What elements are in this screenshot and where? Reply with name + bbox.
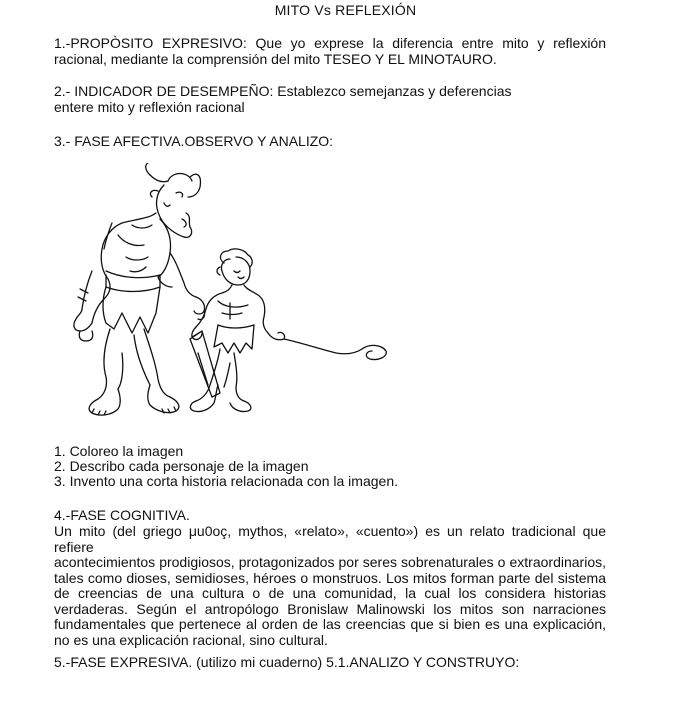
cognitiva-line-1: Un mito (del griego μu0oç, mythos, «relato», «cuento») es un relato tradicional que refiere (54, 523, 606, 555)
document-title: MITO Vs REFLEXIÓN (274, 2, 417, 18)
proposito-line-2: racional, mediante la comprensión del mito TESEO Y EL MINOTAURO. (54, 50, 497, 67)
proposito-paragraph (54, 36, 606, 67)
indicador-line-2: entere mito y reflexión racional (54, 98, 245, 115)
theseus-minotaur-illustration (52, 163, 397, 438)
indicador-line-1: 2.- INDICADOR DE DESEMPEÑO: Establezco semejanzas y deferencias (54, 83, 512, 99)
theseus-figure (190, 249, 386, 412)
task-item-2: 2. Describo cada personaje de la imagen (54, 458, 309, 475)
cognitiva-line-7: no es una explicación racional, sino cultural. (54, 631, 328, 648)
task-list (54, 444, 398, 490)
fase-afectiva-heading: 3.- FASE AFECTIVA.OBSERVO Y ANALIZO: (54, 133, 334, 149)
indicador-paragraph (54, 84, 606, 115)
fase-cognitiva-body (54, 524, 606, 648)
cognitiva-line-6: fundamentales que pertenece al orden de las creencias que si bien es una explicación, (54, 616, 606, 632)
cognitiva-line-4: de creencias de una cultura o de una comunidad, la cual los considera historias (54, 585, 606, 601)
task-item-1: 1. Coloreo la imagen (54, 443, 184, 459)
task-item-3: 3. Invento una corta historia relacionada con la imagen. (54, 473, 398, 490)
cognitiva-line-2: acontecimientos prodigiosos, protagonizados por seres sobrenaturales o extraordinarios, (54, 554, 606, 570)
cognitiva-line-5: verdaderas. Según el antropólogo Bronislaw Malinowski los mitos son narraciones (54, 600, 606, 617)
fase-expresiva-heading: 5.-FASE EXPRESIVA. (utilizo mi cuaderno) 5.1.ANALIZO Y CONSTRUYO: (54, 654, 520, 670)
cognitiva-line-3: tales como dioses, semidioses, héroes o monstruos. Los mitos forman parte del sistema (54, 569, 606, 586)
fase-cognitiva-heading: 4.-FASE COGNITIVA. (54, 507, 190, 523)
proposito-line-1: 1.-PROPÒSITO EXPRESIVO: Que yo exprese la diferencia entre mito y reflexión (54, 35, 606, 51)
minotaur-figure (74, 163, 205, 415)
